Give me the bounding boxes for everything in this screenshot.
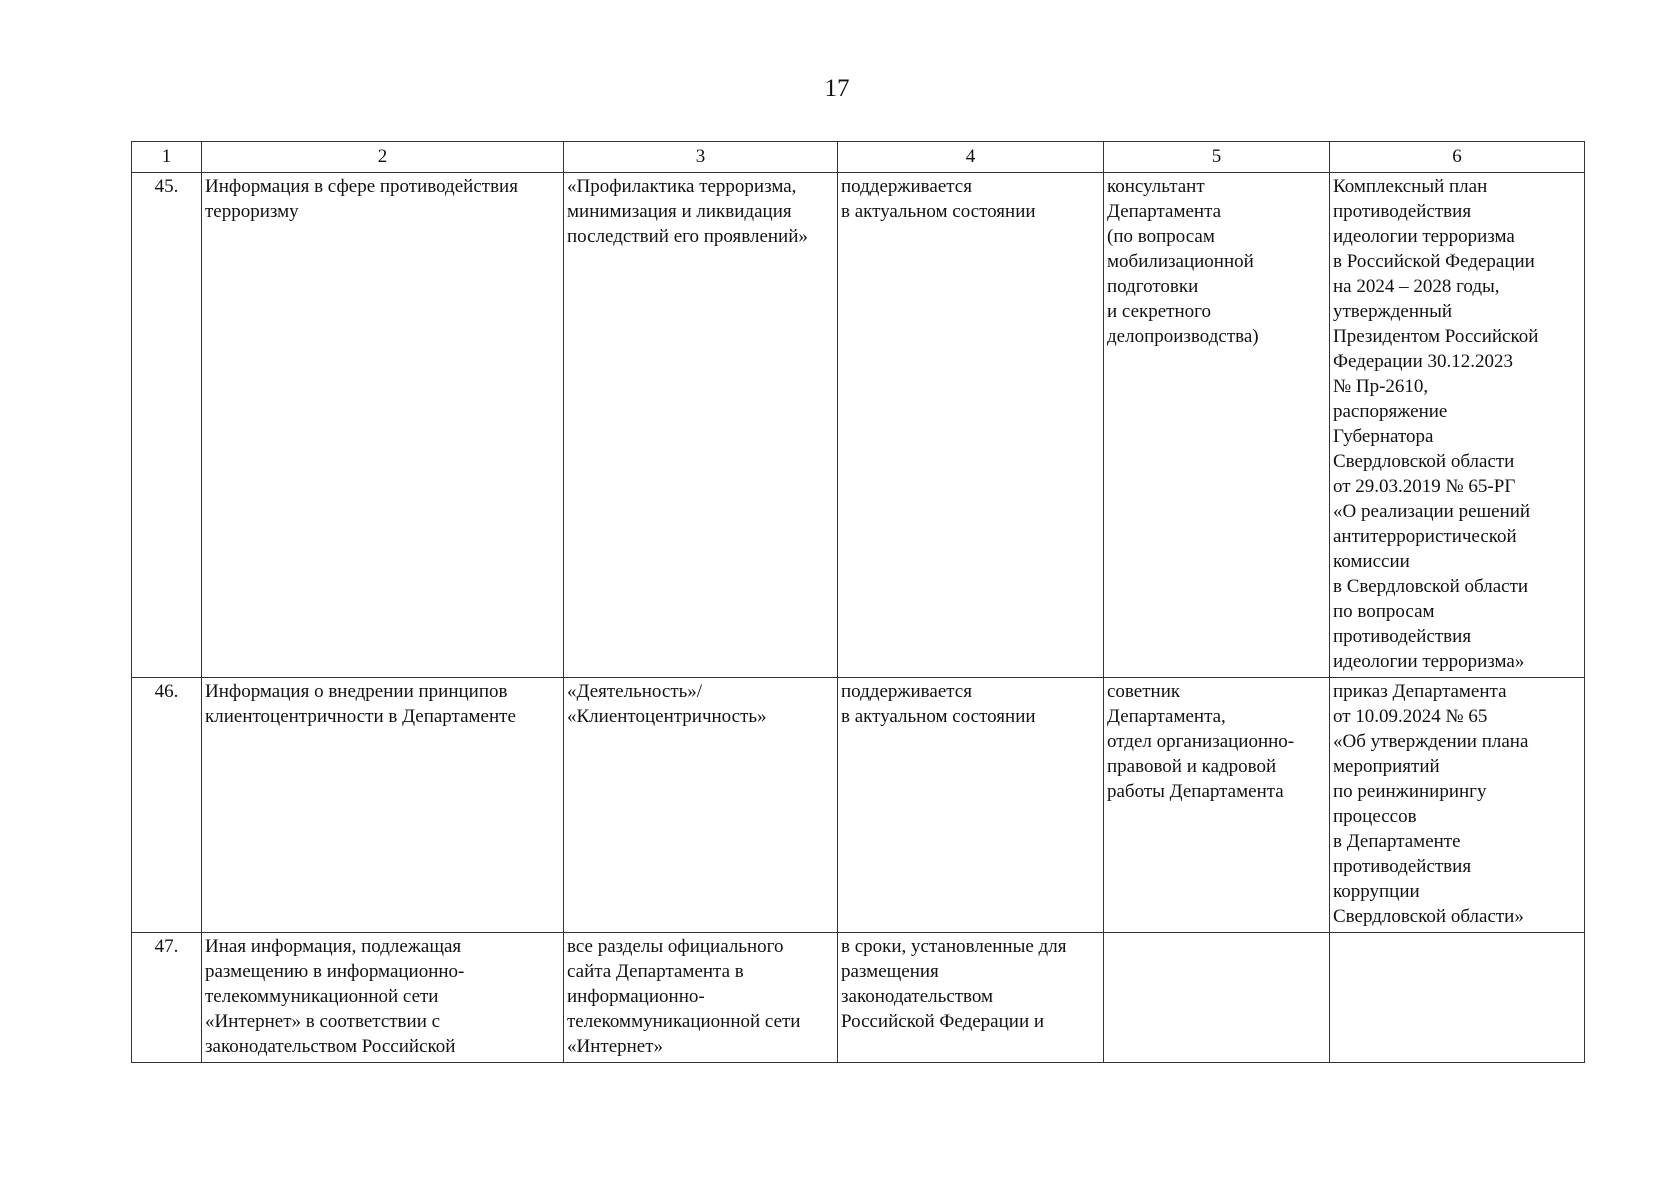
site-section-cell: «Деятельность»/ «Клиентоцентричность» [564, 678, 838, 933]
info-name-cell: Иная информация, подлежащая размещению в информационно- телекоммуникационной сети «Интернет» в соответствии с законодательством Российской [202, 933, 564, 1063]
table-row [132, 933, 1585, 1063]
info-name-cell: Информация о внедрении принципов клиентоцентричности в Департаменте [202, 678, 564, 933]
responsible-cell [1104, 933, 1330, 1063]
page-number: 17 [824, 75, 850, 102]
table-row [132, 678, 1585, 933]
column-number: 5 [1104, 142, 1330, 173]
row-number: 46. [132, 678, 202, 933]
responsible-cell: советник Департамента, отдел организационно- правовой и кадровой работы Департамента [1104, 678, 1330, 933]
column-number: 4 [838, 142, 1104, 173]
table-row [132, 173, 1585, 678]
basis-cell: Комплексный план противодействия идеологии терроризма в Российской Федерации на 2024 – 2028 годы, утвержденный Президентом Российской Федерации 30.12.2023 № Пр-2610, распоряжение Губернатора Свердловской области от 29.03.2019 № 65-РГ «О реализации решений антитеррористической комиссии в Свердловской области по вопросам противодействия идеологии терроризма» [1330, 173, 1585, 678]
site-section-cell: все разделы официального сайта Департамента в информационно- телекоммуникационной сети «Интернет» [564, 933, 838, 1063]
basis-cell: приказ Департамента от 10.09.2024 № 65 «Об утверждении плана мероприятий по реинжинирингу процессов в Департаменте противодействия коррупции Свердловской области» [1330, 678, 1585, 933]
info-name-cell: Информация в сфере противодействия терроризму [202, 173, 564, 678]
responsible-cell: консультант Департамента (по вопросам мобилизационной подготовки и секретного делопроизводства) [1104, 173, 1330, 678]
row-number: 47. [132, 933, 202, 1063]
column-number: 6 [1330, 142, 1585, 173]
site-section-cell: «Профилактика терроризма, минимизация и ликвидация последствий его проявлений» [564, 173, 838, 678]
row-number: 45. [132, 173, 202, 678]
column-number: 3 [564, 142, 838, 173]
column-numbers-row [132, 142, 1585, 173]
data-table [131, 141, 1585, 1063]
column-number: 2 [202, 142, 564, 173]
column-number: 1 [132, 142, 202, 173]
period-cell: поддерживается в актуальном состоянии [838, 678, 1104, 933]
period-cell: поддерживается в актуальном состоянии [838, 173, 1104, 678]
period-cell: в сроки, установленные для размещения законодательством Российской Федерации и [838, 933, 1104, 1063]
basis-cell [1330, 933, 1585, 1063]
